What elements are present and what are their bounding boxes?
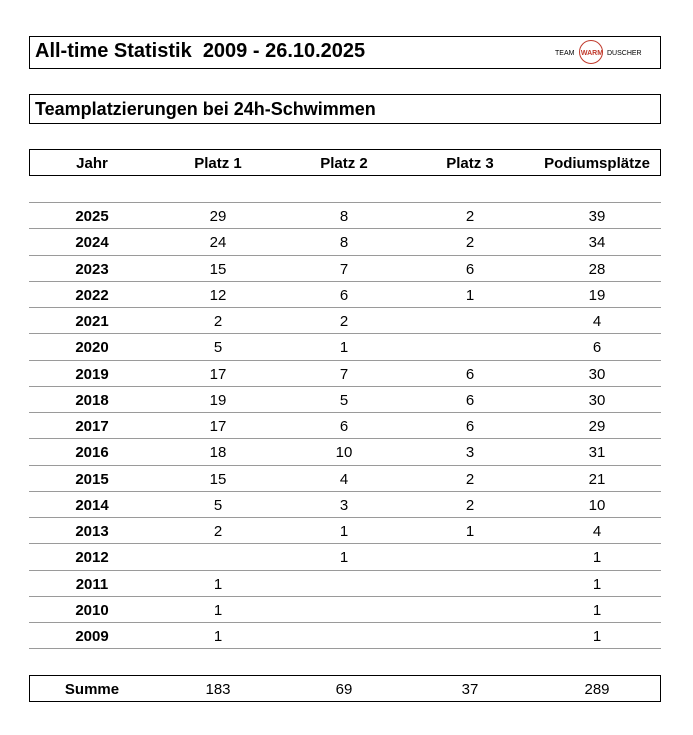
table-cell: 1 (213, 628, 223, 645)
table-cell: 2012 (75, 549, 109, 567)
table-cell: 29 (588, 418, 606, 435)
table-row (0, 333, 693, 359)
logo-text-right: DUSCHER (607, 50, 642, 57)
table-cell: 1 (465, 523, 475, 540)
table-cell: 2010 (75, 601, 109, 619)
table-cell: 10 (588, 496, 606, 514)
summary-platz-2: 69 (335, 681, 353, 698)
table-cell: 2016 (75, 444, 109, 462)
table-cell: 17 (209, 365, 227, 383)
table-cell: 1 (213, 601, 223, 619)
table-row (0, 491, 693, 517)
table-cell: 30 (588, 391, 606, 409)
table-cell: 2019 (75, 365, 109, 383)
table-row (0, 307, 693, 333)
table-cell: 1 (339, 549, 349, 567)
table-cell: 1 (213, 575, 223, 593)
table-cell: 2 (213, 313, 223, 330)
table-cell: 29 (209, 208, 227, 225)
subtitle-box (29, 94, 661, 124)
page-title: All-time Statistik 2009 - 26.10.2025 (35, 40, 366, 62)
table-cell: 2025 (75, 208, 109, 225)
table-cell: 2022 (75, 286, 109, 304)
logo-text-left: TEAM (555, 50, 575, 57)
table-cell: 3 (339, 496, 349, 514)
table-cell: 39 (588, 208, 606, 225)
table-cell: 2017 (75, 418, 109, 435)
table-row (0, 412, 693, 438)
table-row (0, 570, 693, 596)
table-cell: 2 (339, 313, 349, 330)
table-cell: 2 (213, 523, 223, 540)
table-cell: 19 (588, 286, 606, 304)
table-cell: 5 (213, 339, 223, 357)
table-cell: 17 (209, 418, 227, 435)
table-cell: 5 (213, 496, 223, 514)
table-cell: 2 (465, 208, 475, 225)
table-cell: 1 (339, 523, 349, 540)
row-divider (29, 648, 661, 649)
table-cell: 2 (465, 496, 475, 514)
header-platz-2: Platz 2 (320, 155, 368, 172)
table-row (0, 465, 693, 491)
table-row (0, 360, 693, 386)
table-cell: 4 (592, 313, 602, 330)
header-platz-3: Platz 3 (446, 155, 494, 172)
table-cell: 2 (465, 234, 475, 252)
table-cell: 15 (209, 470, 227, 488)
table-row (0, 543, 693, 569)
table-cell: 1 (592, 601, 602, 619)
table-cell: 31 (588, 444, 606, 462)
title-box (29, 36, 661, 69)
table-row (0, 386, 693, 412)
header-platz-1: Platz 1 (194, 155, 242, 172)
table-row (0, 622, 693, 648)
header-jahr: Jahr (76, 155, 108, 172)
table-cell: 1 (592, 628, 602, 645)
table-cell: 6 (465, 418, 475, 435)
table-row (0, 228, 693, 254)
table-cell: 2024 (75, 234, 109, 252)
table-cell: 2011 (75, 575, 109, 593)
table-cell: 28 (588, 260, 606, 278)
table-cell: 3 (465, 444, 475, 462)
table-row (0, 281, 693, 307)
table-row (0, 255, 693, 281)
table-cell: 2020 (75, 339, 109, 357)
table-cell: 30 (588, 365, 606, 383)
table-cell: 24 (209, 234, 227, 252)
table-cell: 2013 (75, 523, 109, 540)
table-cell: 2014 (75, 496, 109, 514)
table-cell: 2021 (75, 313, 109, 330)
table-cell: 6 (465, 391, 475, 409)
table-row (0, 438, 693, 464)
table-cell: 8 (339, 208, 349, 225)
section-title: Teamplatzierungen bei 24h-Schwimmen (35, 99, 376, 119)
table-cell: 1 (592, 575, 602, 593)
table-cell: 21 (588, 470, 606, 488)
table-cell: 8 (339, 234, 349, 252)
table-cell: 15 (209, 260, 227, 278)
summary-platz-3: 37 (461, 681, 479, 698)
header-podiumsplaetze: Podiumsplätze (544, 155, 650, 172)
table-cell: 5 (339, 391, 349, 409)
team-logo (555, 40, 640, 66)
table-cell: 2 (465, 470, 475, 488)
summary-podiumsplaetze: 289 (584, 681, 610, 698)
table-cell: 6 (339, 286, 349, 304)
table-cell: 4 (339, 470, 349, 488)
table-cell: 6 (592, 339, 602, 357)
table-row (0, 517, 693, 543)
table-cell: 34 (588, 234, 606, 252)
table-cell: 2009 (75, 628, 109, 645)
table-cell: 6 (465, 260, 475, 278)
table-cell: 7 (339, 260, 349, 278)
logo-text-middle: WARM (580, 50, 604, 57)
table-cell: 18 (209, 444, 227, 462)
table-cell: 7 (339, 365, 349, 383)
summary-platz-1: 183 (205, 681, 231, 698)
table-row (0, 596, 693, 622)
table-cell: 6 (465, 365, 475, 383)
table-row (0, 202, 693, 228)
table-cell: 12 (209, 286, 227, 304)
table-cell: 1 (339, 339, 349, 357)
table-cell: 4 (592, 523, 602, 540)
table-cell: 10 (335, 444, 353, 462)
table-cell: 1 (592, 549, 602, 567)
table-cell: 2015 (75, 470, 109, 488)
summary-label: Summe (64, 681, 120, 698)
table-cell: 19 (209, 391, 227, 409)
table-cell: 2023 (75, 260, 109, 278)
table-cell: 1 (465, 286, 475, 304)
table-cell: 2018 (75, 391, 109, 409)
table-cell: 6 (339, 418, 349, 435)
